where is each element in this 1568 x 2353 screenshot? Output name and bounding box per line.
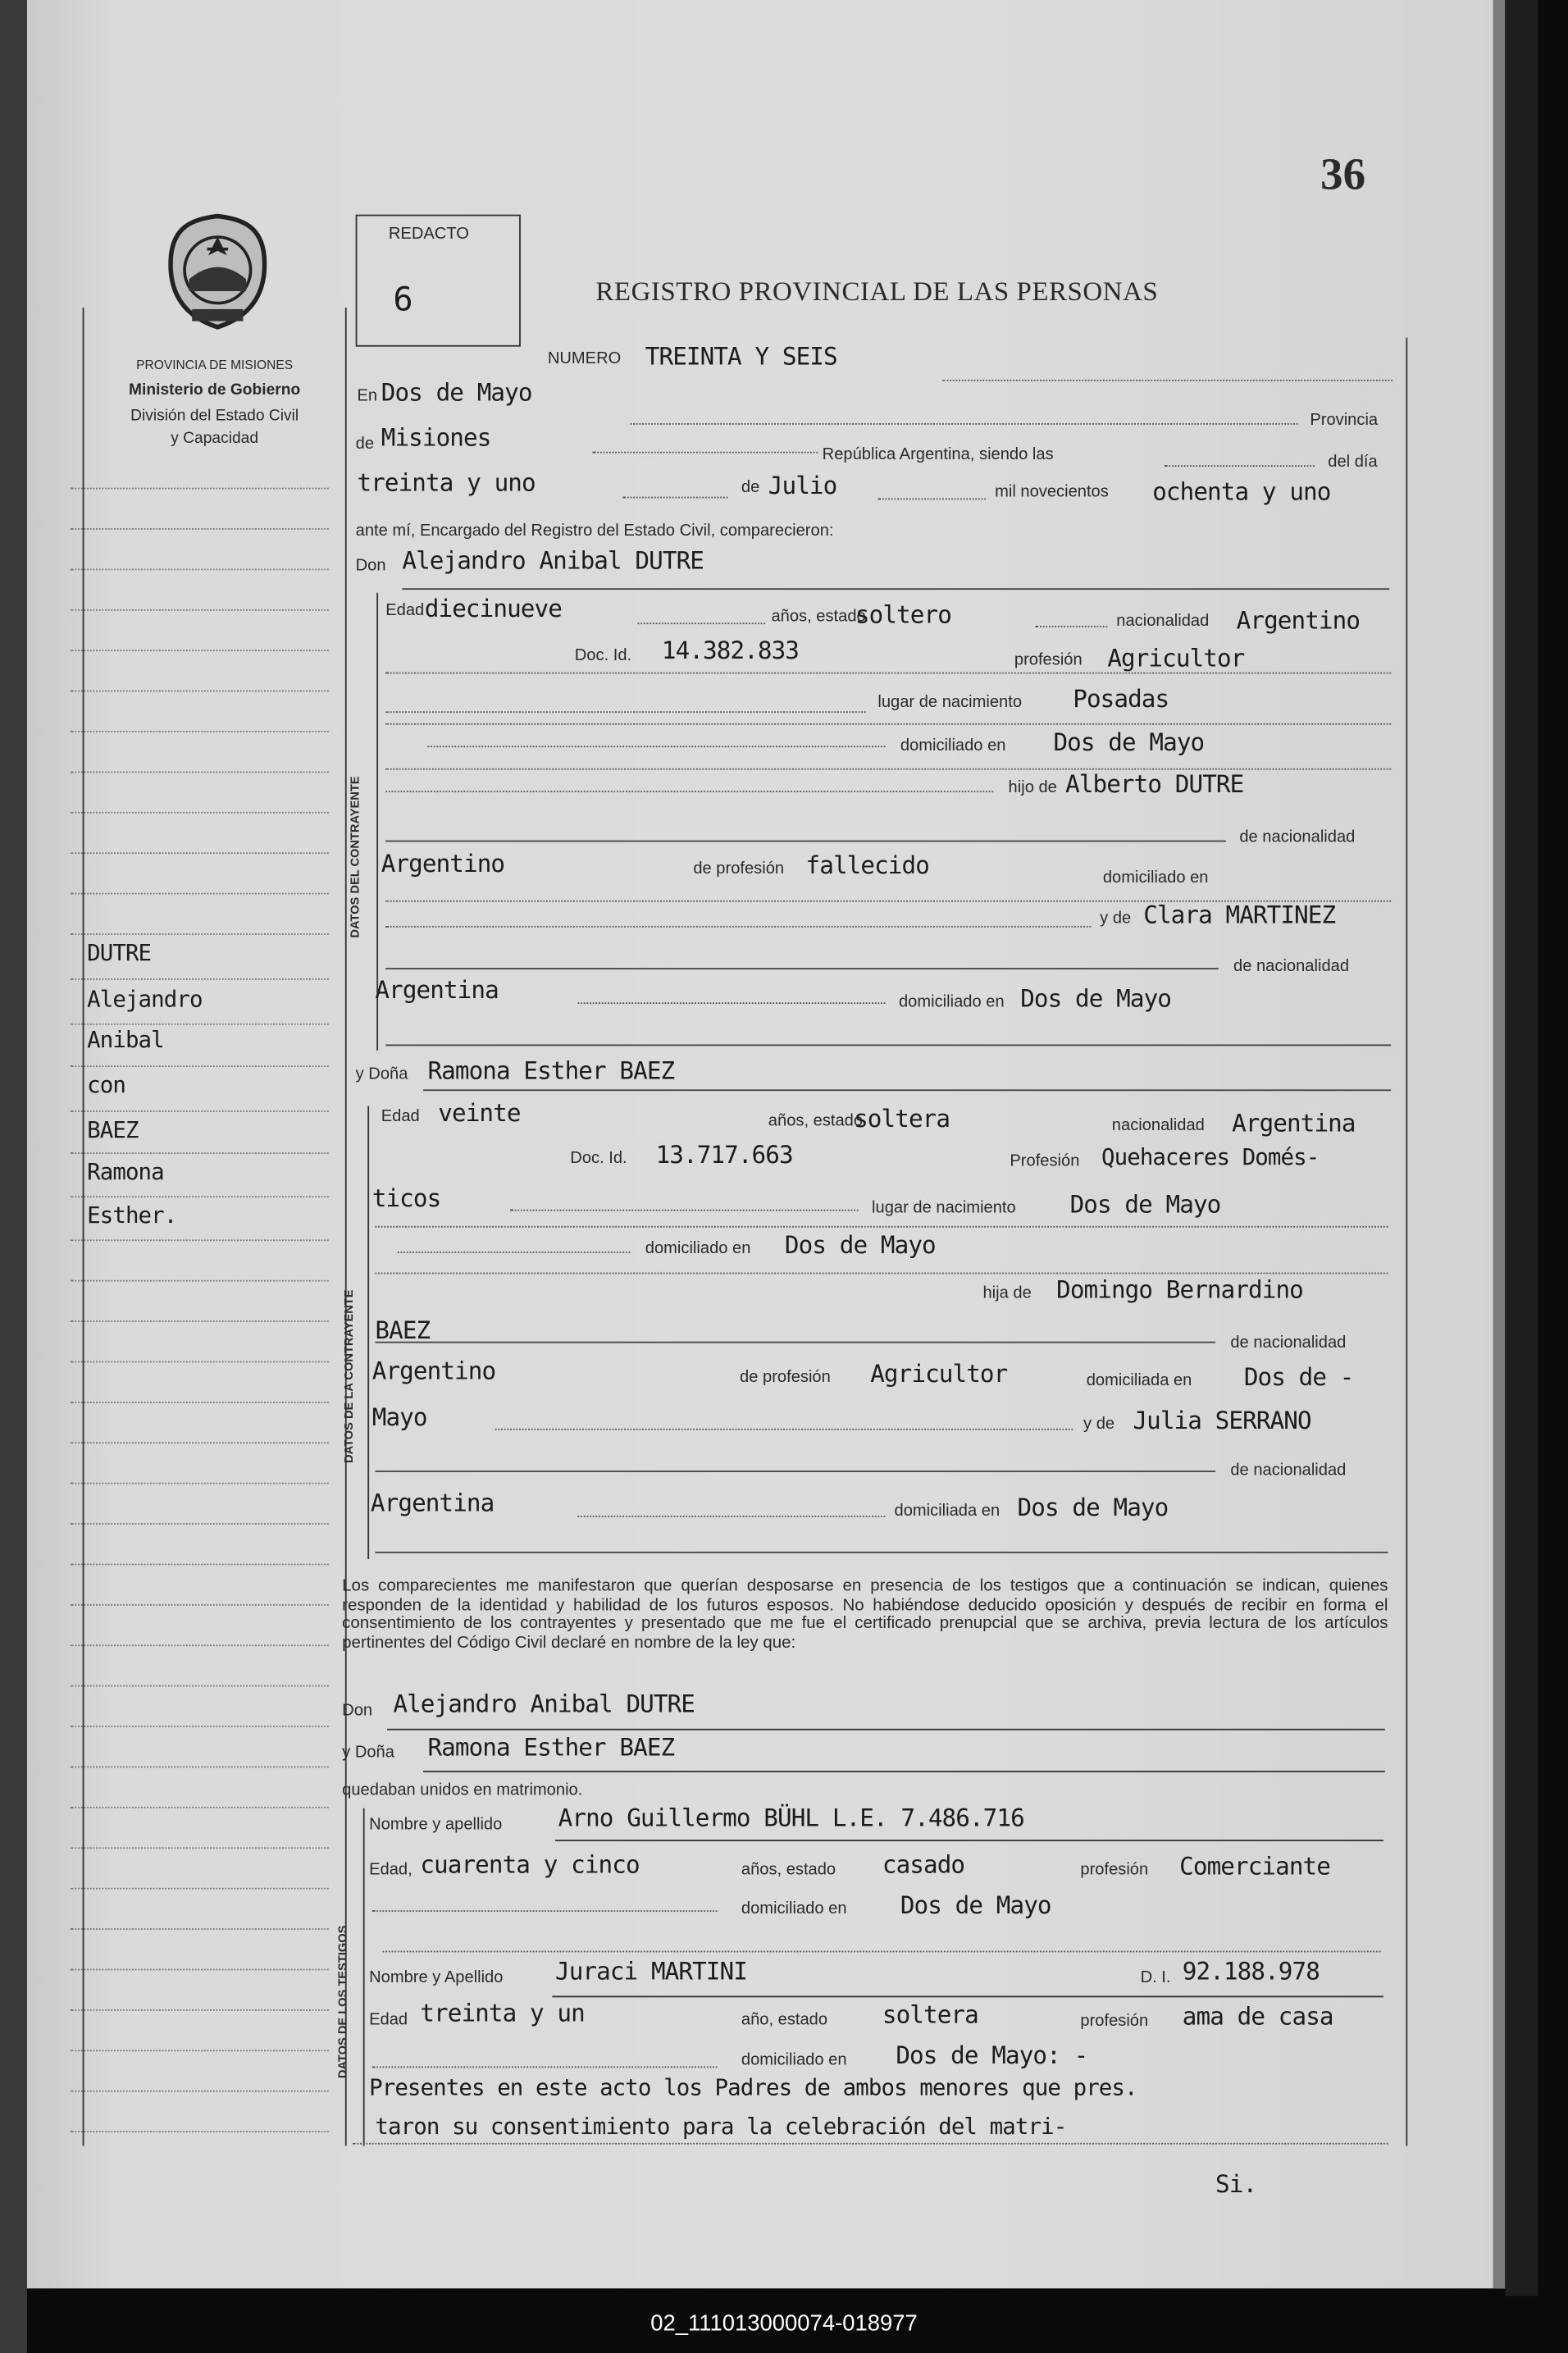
bride-nacionalidad-label: nacionalidad (1111, 1116, 1205, 1135)
rule (375, 1471, 1215, 1472)
groom-padre-nac: Argentino (381, 849, 505, 878)
groom-hijo-de-label: hijo de (1008, 778, 1057, 797)
rule (383, 1951, 1381, 1953)
rule (877, 498, 986, 499)
rule (398, 1252, 631, 1253)
rule (372, 2066, 718, 2068)
w2-domicilio: Dos de Mayo: - (896, 2041, 1088, 2070)
rule (385, 791, 993, 792)
groom-madre-dom: Dos de Mayo (1020, 984, 1172, 1014)
bride-nombre: Ramona Esther BAEZ (427, 1056, 675, 1085)
ante-label: ante mí, Encargado del Registro del Estado Civil, comparecieron: (355, 522, 834, 540)
bride-profesion-2: ticos (371, 1183, 441, 1213)
rule (577, 1516, 885, 1517)
groom-padre-prof-label: de profesión (693, 860, 785, 878)
groom-padre-nac-label: de nacionalidad (1239, 828, 1356, 846)
margin-note-line: DUTRE (87, 939, 152, 967)
del-dia-label: del día (1328, 453, 1378, 472)
w2-nombre-label: Nombre y Apellido (369, 1968, 504, 1987)
section-label-witnesses: DATOS DE LOS TESTIGOS (335, 1925, 350, 2079)
bride-y-de-label: y de (1083, 1415, 1115, 1434)
rule (385, 841, 1226, 842)
rule (385, 968, 1218, 969)
groom-doc-label: Doc. Id. (574, 646, 632, 665)
groom-madre-nac-label: de nacionalidad (1233, 957, 1350, 976)
margin-left-rule (83, 308, 84, 2146)
w1-edad-label: Edad, (369, 1860, 413, 1879)
form-right-rule (1406, 338, 1407, 2146)
w1-nombre-label: Nombre y apellido (369, 1815, 503, 1834)
bride-padre-1: Domingo Bernardino (1056, 1275, 1303, 1305)
rule (375, 1552, 1388, 1553)
rule (353, 2143, 1388, 2145)
note-line-1: Presentes en este acto los Padres de ambos menores que pres. (369, 2073, 1137, 2101)
margin-note-line: Esther. (87, 1202, 177, 1229)
provincial-seal-icon (162, 210, 273, 333)
rule (387, 1729, 1385, 1731)
rule (510, 1210, 858, 1211)
bride-padre-dom-label: domiciliada en (1086, 1371, 1192, 1390)
witness-bracket (363, 1808, 365, 2146)
bride-padre-nac-label: de nacionalidad (1230, 1334, 1347, 1352)
note-line-2: taron su consentimiento para la celebración del matri- (375, 2113, 1067, 2141)
w1-estado-label: años, estado (741, 1860, 836, 1879)
w2-estado-label: año, estado (741, 2010, 828, 2029)
margin-note-line: Ramona (87, 1158, 164, 1186)
section-label-bride: DATOS DE LA CONTRAYENTE (342, 1289, 356, 1463)
rule (385, 723, 1391, 725)
anio-value: ochenta y uno (1152, 477, 1331, 506)
en-label: En (357, 387, 378, 406)
groom-lugar-nac-label: lugar de nacimiento (877, 693, 1023, 712)
declaration-paragraph: Los comparecientes me manifestaron que querían desposarse en presencia de los testigos que a continuación se indican, quienes responden de la identidad y habilidad de los futuros esposos. No habiéndose deducido oposición y después de recibir en forma el consentimiento de los contrayentes y presentado que me fue el certificado prenupcial que se archiva, previa lectura de los artículos pertinentes del Código Civil declaré en nombre de la ley que: (342, 1577, 1388, 1653)
bride-padre-nac: Argentino (371, 1357, 496, 1385)
bride-doc-label: Doc. Id. (570, 1149, 627, 1168)
issuer-capacidad-text: y Capacidad (171, 429, 259, 448)
book-binding (1505, 0, 1538, 2296)
groom-padre: Alberto DUTRE (1065, 769, 1244, 799)
provincia-label: Provincia (1310, 411, 1379, 430)
rule (375, 1273, 1388, 1275)
bride-padre-dom-1: Dos de - (1243, 1362, 1354, 1392)
document-title: REGISTRO PROVINCIAL DE LAS PERSONAS (595, 276, 1159, 307)
provincia-value: Misiones (381, 422, 491, 452)
groom-lugar-nac: Posadas (1073, 684, 1169, 714)
groom-estado: soltero (855, 600, 951, 629)
rule (593, 452, 818, 454)
groom-y-de-label: y de (1100, 909, 1132, 928)
groom-madre-dom-label: domiciliado en (898, 993, 1005, 1012)
section-label-groom: DATOS DEL CONTRAYENTE (348, 776, 362, 938)
decl-don: Alejandro Anibal DUTRE (393, 1690, 695, 1719)
decl-closing: quedaban unidos en matrimonio. (342, 1781, 583, 1799)
w2-di: 92.188.978 (1182, 1956, 1320, 1986)
w2-edad: treinta y un (420, 1999, 585, 2027)
de-mes-label: de (741, 478, 760, 497)
issuer-province-text: PROVINCIA DE MISIONES (136, 357, 294, 372)
bride-madre-nac: Argentina (370, 1489, 495, 1517)
scan-edge (0, 0, 27, 2353)
groom-nacionalidad: Argentino (1236, 606, 1361, 635)
rule (1035, 626, 1107, 627)
margin-right-rule (345, 308, 347, 2146)
groom-domicilio-label: domiciliado en (900, 736, 1006, 755)
margin-note-line: Anibal (87, 1026, 164, 1054)
w2-nombre: Juraci MARTINI (554, 1956, 747, 1986)
redacto-label: REDACTO (388, 225, 469, 244)
w1-dom-label: domiciliado en (741, 1899, 847, 1918)
w2-profesion: ama de casa (1182, 2001, 1333, 2031)
groom-padre-prof: fallecido (805, 850, 929, 880)
rule (402, 588, 1389, 590)
don-label: Don (355, 556, 386, 575)
bride-profesion-1: Quehaceres Domés- (1101, 1143, 1320, 1171)
mes-value: Julio (768, 471, 837, 500)
de-label: de (355, 435, 375, 454)
rule (372, 1910, 718, 1912)
rule (577, 1002, 885, 1004)
rule (638, 622, 766, 624)
margin-note-line: Alejandro (87, 986, 203, 1014)
issuer-division-text: División del Estado Civil (130, 406, 299, 425)
rule (1165, 465, 1315, 467)
bride-madre: Julia SERRANO (1133, 1406, 1311, 1435)
decl-dona-label: y Doña (342, 1744, 394, 1762)
w2-profesion-label: profesión (1080, 2012, 1149, 2031)
bride-padre-prof-label: de profesión (740, 1368, 831, 1387)
bride-lugar-nac: Dos de Mayo (1069, 1189, 1221, 1219)
mil-label: mil novecientos (995, 483, 1109, 502)
w1-domicilio: Dos de Mayo (900, 1890, 1051, 1920)
groom-edad: diecinueve (424, 594, 562, 623)
bride-edad-label: Edad (381, 1107, 420, 1126)
groom-estado-label: años, estado (771, 608, 866, 626)
decl-dona: Ramona Esther BAEZ (427, 1733, 675, 1762)
rule (423, 1771, 1385, 1772)
redacto-value: 6 (393, 281, 413, 320)
rule (495, 1429, 1073, 1430)
rule (375, 1342, 1215, 1343)
w1-profesion-label: profesión (1080, 1860, 1149, 1879)
w1-edad: cuarenta y cinco (420, 1850, 640, 1879)
w1-nombre: Arno Guillermo BÜHL L.E. 7.486.716 (558, 1804, 1024, 1833)
rule (630, 423, 1297, 425)
bride-padre-2: BAEZ (375, 1316, 431, 1345)
margin-note-line: con (87, 1071, 125, 1099)
groom-domicilio: Dos de Mayo (1053, 727, 1205, 757)
rule (385, 926, 1091, 928)
rule (423, 1089, 1391, 1091)
rule (555, 1840, 1383, 1841)
w1-profesion: Comerciante (1179, 1851, 1330, 1881)
w2-di-label: D. I. (1140, 1968, 1171, 1987)
bride-madre-dom-label: domiciliada en (894, 1502, 1001, 1521)
rule (552, 1996, 1383, 1998)
rule (385, 673, 1391, 674)
image-caption: 02_111013000074-018977 (650, 2310, 918, 2337)
groom-profesion-label: profesión (1014, 651, 1083, 670)
groom-madre: Clara MARTINEZ (1143, 900, 1336, 929)
w2-edad-label: Edad (369, 2010, 408, 2029)
bride-bracket (367, 1106, 369, 1559)
bride-dona-label: y Doña (355, 1065, 408, 1084)
dia-value: treinta y uno (357, 467, 536, 497)
bride-padre-prof: Agricultor (870, 1359, 1008, 1389)
groom-madre-nac: Argentina (375, 975, 499, 1005)
bride-padre-dom-2: Mayo (371, 1402, 427, 1432)
bride-madre-nac-label: de nacionalidad (1230, 1462, 1347, 1480)
don-value: Alejandro Anibal DUTRE (402, 546, 704, 575)
rule (385, 1044, 1391, 1046)
page-edge (1493, 0, 1506, 2288)
w2-dom-label: domiciliado en (741, 2051, 847, 2070)
note-line-3: Si. (1215, 2169, 1257, 2199)
groom-profesion: Agricultor (1107, 643, 1245, 673)
bride-domicilio-label: domiciliado en (645, 1239, 751, 1258)
bride-doc: 13.717.663 (655, 1140, 793, 1170)
groom-padre-dom-label: domiciliado en (1102, 869, 1209, 887)
bride-madre-dom: Dos de Mayo (1017, 1493, 1169, 1522)
rule (622, 497, 727, 499)
groom-doc: 14.382.833 (661, 636, 800, 665)
rule (375, 1226, 1388, 1228)
groom-edad-label: Edad (385, 601, 425, 620)
bride-nacionalidad: Argentina (1232, 1109, 1356, 1138)
decl-don-label: Don (342, 1701, 373, 1720)
w1-estado: casado (882, 1850, 965, 1879)
page-number: 36 (1320, 149, 1366, 200)
numero-label: NUMERO (547, 349, 622, 368)
bride-lugar-nac-label: lugar de nacimiento (872, 1198, 1016, 1217)
bride-estado: soltera (854, 1104, 950, 1133)
rule (942, 380, 1393, 381)
bride-domicilio: Dos de Mayo (784, 1230, 936, 1260)
republica-label: República Argentina, siendo las (822, 445, 1054, 464)
lugar-value: Dos de Mayo (381, 378, 532, 407)
rule (427, 746, 885, 747)
bride-hija-de-label: hija de (982, 1284, 1032, 1303)
numero-value: TREINTA Y SEIS (645, 342, 837, 371)
bride-estado-label: años, estado (768, 1111, 864, 1130)
bride-edad: veinte (438, 1098, 521, 1128)
rule (385, 711, 866, 713)
issuer-ministry-text: Ministerio de Gobierno (129, 381, 301, 399)
groom-nacionalidad-label: nacionalidad (1116, 612, 1210, 631)
w2-estado: soltera (882, 2000, 978, 2029)
bride-profesion-label: Profesión (1010, 1152, 1080, 1171)
margin-note-line: BAEZ (87, 1116, 139, 1144)
